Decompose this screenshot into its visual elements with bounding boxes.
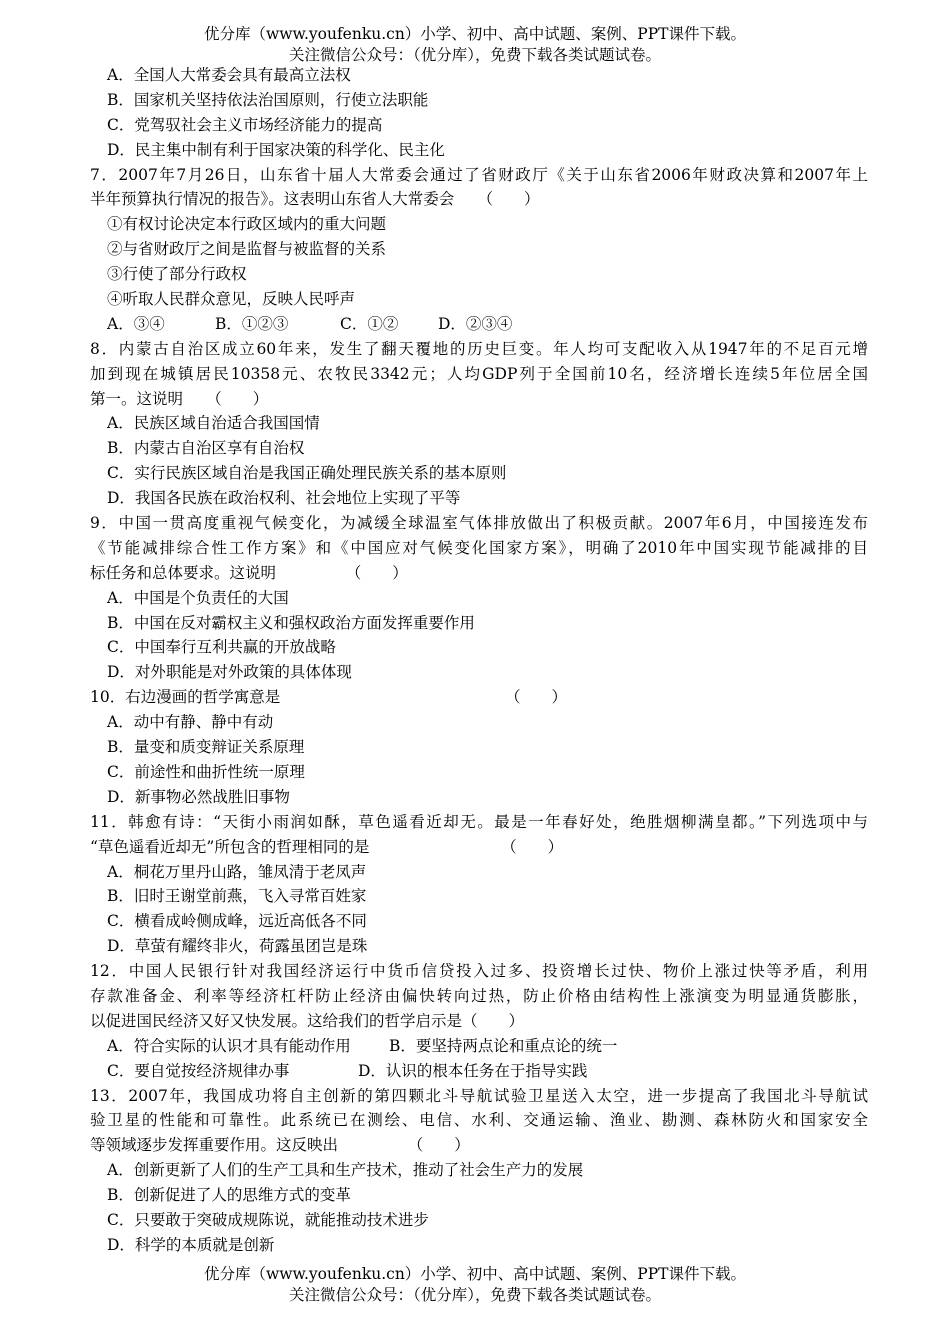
q12-options-row-2: [90, 1059, 868, 1084]
q9-option-d: D．对外职能是对外政策的具体体现: [107, 663, 352, 682]
q9-stem-line-1: 9．中国一贯高度重视气候变化，为减缓全球温室气体排放做出了积极贡献。2007年6月，中国接连发布: [90, 514, 868, 533]
q7-option-a: A．③④: [107, 314, 165, 333]
q10-option-d: D．新事物必然战胜旧事物: [107, 787, 290, 806]
q12-option-d: D．认识的根本任务在于指导实践: [358, 1061, 588, 1080]
q6-option-a: A．全国人大常委会具有最高立法权: [107, 66, 351, 84]
q13-stem-line-1: 13．2007年，我国成功将自主创新的第四颗北斗导航试验卫星送入太空，进一步提高了我国北斗导航试: [90, 1086, 868, 1105]
q9-option-b: B．中国在反对霸权主义和强权政治方面发挥重要作用: [107, 613, 475, 632]
q7-option-d: D．②③④: [438, 314, 513, 333]
question-6-options: [90, 63, 868, 163]
q10-option-c: C．前途性和曲折性统一原理: [107, 762, 305, 781]
page-header-line-2: 关注微信公众号：（优分库），免费下载各类试题试卷。: [288, 46, 661, 64]
q12-option-b: B．要坚持两点论和重点论的统一: [389, 1036, 618, 1055]
page-header-line-1: 优分库（www.youfenku.cn）小学、初中、高中试题、案例、PPT课件下载。: [203, 25, 747, 43]
q12-option-a: A．符合实际的认识才具有能动作用: [107, 1036, 351, 1055]
exam-content: [90, 63, 868, 1258]
q8-option-d: D．我国各民族在政治权利、社会地位上实现了平等: [107, 489, 461, 508]
q10-stem-line-1: 10．右边漫画的哲学寓意是 （ ）: [90, 688, 567, 707]
q12-stem-line-3: 以促进国民经济又好又快发展。这给我们的哲学启示是（ ）: [90, 1011, 525, 1030]
q12-option-c: C．要自觉按经济规律办事: [107, 1061, 290, 1080]
q7-item-3: ③行使了部分行政权: [107, 265, 247, 284]
q7-stem-line-1: 7．2007年7月26日，山东省十届人大常委会通过了省财政厅《关于山东省2006年财政决算和2007年上: [90, 165, 868, 184]
q11-option-b: B．旧时王谢堂前燕，飞入寻常百姓家: [107, 887, 367, 906]
q11-option-c: C．横看成岭侧成峰，远近高低各不同: [107, 912, 367, 931]
q9-option-a: A．中国是个负责任的大国: [107, 588, 289, 607]
page-footer-line-1: 优分库（www.youfenku.cn）小学、初中、高中试题、案例、PPT课件下载。: [203, 1265, 747, 1283]
q7-item-2: ②与省财政厅之间是监督与被监督的关系: [107, 240, 387, 259]
q9-stem-line-2: 《节能减排综合性工作方案》和《中国应对气候变化国家方案》，明确了2010年中国实现节能减排的目: [90, 538, 868, 557]
q13-option-a: A．创新更新了人们的生产工具和生产技术，推动了社会生产力的发展: [107, 1161, 584, 1180]
q7-option-b: B．①②③: [215, 314, 289, 333]
q7-option-c: C．①②: [340, 314, 399, 333]
q13-stem-line-3: 等领域逐步发挥重要作用。这反映出 （ ）: [90, 1136, 470, 1155]
q8-stem-line-2: 加到现在城镇居民10358元、农牧民3342元；人均GDP列于全国前10名，经济增长连续5年位居全国: [90, 364, 868, 383]
q7-options-row: [90, 312, 868, 337]
question-9: [90, 511, 868, 685]
q7-stem-line-2: 半年预算执行情况的报告》。这表明山东省人大常委会 （ ）: [90, 190, 540, 209]
q12-options-row-1: [90, 1034, 868, 1059]
q6-option-c: C．党驾驭社会主义市场经济能力的提高: [107, 115, 383, 134]
q11-option-a: A．桐花万里丹山路，雏凤清于老凤声: [107, 862, 367, 881]
q10-option-a: A．动中有静、静中有动: [107, 713, 274, 732]
q13-option-b: B．创新促进了人的思维方式的变革: [107, 1186, 351, 1205]
q11-stem-line-1: 11．韩愈有诗：“天街小雨润如酥，草色遥看近却无。最是一年春好处，绝胜烟柳满皇都。”下列选项中与: [90, 812, 868, 831]
question-8: [90, 337, 868, 511]
q13-option-c: C．只要敢于突破成规陈说，就能推动技术进步: [107, 1210, 429, 1229]
question-10: [90, 685, 868, 809]
q10-option-b: B．量变和质变辩证关系原理: [107, 738, 305, 757]
q13-stem-line-2: 验卫星的性能和可靠性。此系统已在测绘、电信、水利、交通运输、渔业、勘测、森林防火和国家安全: [90, 1111, 868, 1130]
q8-stem-line-3: 第一。这说明 （ ）: [90, 389, 269, 408]
q8-option-a: A．民族区域自治适合我国国情: [107, 414, 320, 433]
q12-stem-line-2: 存款准备金、利率等经济杠杆防止经济由偏快转向过热，防止价格由结构性上涨演变为明显通货膨胀，: [90, 986, 868, 1005]
q12-stem-line-1: 12．中国人民银行针对我国经济运行中货币信贷投入过多、投资增长过快、物价上涨过快等矛盾，利用: [90, 962, 868, 981]
q6-option-b: B．国家机关坚持依法治国原则，行使立法职能: [107, 90, 429, 109]
q7-item-1: ①有权讨论决定本行政区域内的重大问题: [107, 215, 387, 234]
q8-stem-line-1: 8．内蒙古自治区成立60年来，发生了翻天覆地的历史巨变。年人均可支配收入从1947年的不足百元增: [90, 339, 868, 358]
q9-stem-line-3: 标任务和总体要求。这说明 （ ）: [90, 563, 408, 582]
page-footer-line-2: 关注微信公众号：（优分库），免费下载各类试题试卷。: [288, 1286, 661, 1304]
question-13: [90, 1084, 868, 1258]
q9-option-c: C．中国奉行互利共赢的开放战略: [107, 638, 336, 657]
q8-option-c: C．实行民族区域自治是我国正确处理民族关系的基本原则: [107, 464, 507, 483]
q11-stem-line-2: “草色遥看近却无”所包含的哲理相同的是 （ ）: [90, 837, 564, 856]
q6-option-d: D．民主集中制有利于国家决策的科学化、民主化: [107, 140, 445, 159]
question-7: [90, 163, 868, 337]
q13-option-d: D．科学的本质就是创新: [107, 1235, 275, 1254]
q11-option-d: D．草萤有耀终非火，荷露虽团岂是珠: [107, 937, 368, 956]
question-12: [90, 959, 868, 1083]
q7-item-4: ④听取人民群众意见，反映人民呼声: [107, 290, 356, 309]
q8-option-b: B．内蒙古自治区享有自治权: [107, 439, 305, 458]
question-11: [90, 810, 868, 959]
